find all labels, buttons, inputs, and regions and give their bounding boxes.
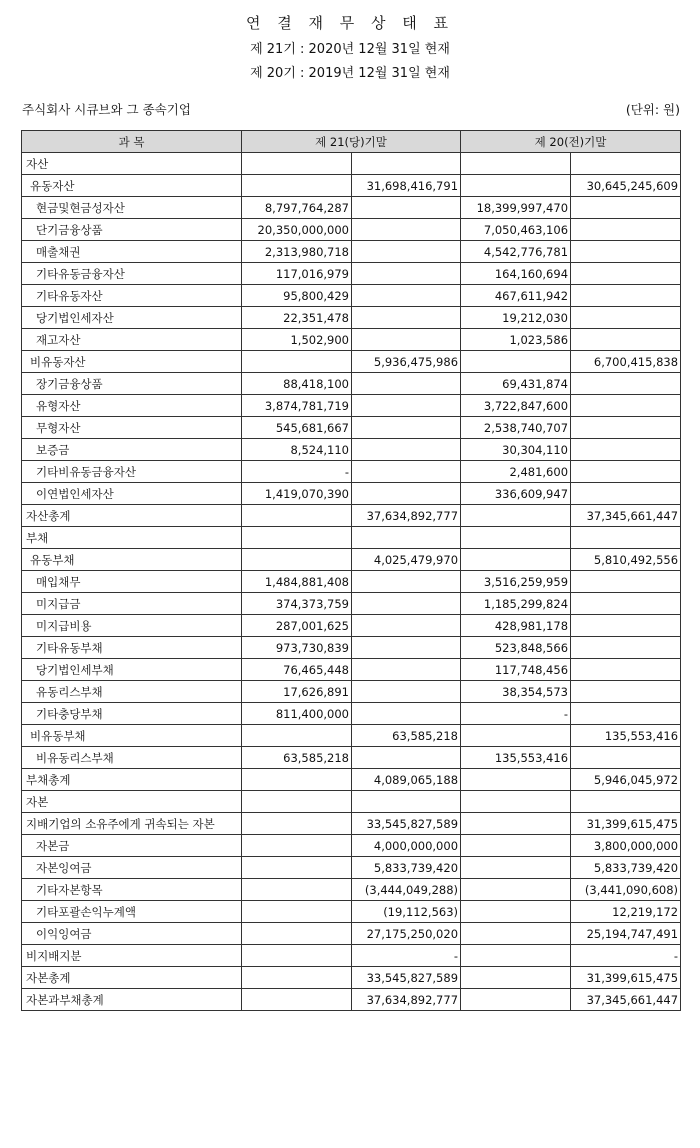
current-detail-cell: 2,313,980,718 [242,241,352,263]
account-name-cell: 기타자본항목 [22,879,242,901]
account-name-cell: 당기법인세자산 [22,307,242,329]
prior-detail-cell: 2,538,740,707 [461,417,571,439]
current-total-cell [352,703,461,725]
table-row [22,615,681,637]
prior-total-cell [571,439,681,461]
prior-detail-cell [461,351,571,373]
prior-total-cell: 5,810,492,556 [571,549,681,571]
prior-detail-cell: 69,431,874 [461,373,571,395]
current-total-cell: 5,833,739,420 [352,857,461,879]
prior-detail-cell: 19,212,030 [461,307,571,329]
prior-total-cell [571,373,681,395]
current-period-label: 제 21기 : 2020년 12월 31일 현재 [250,42,450,57]
current-detail-cell: 973,730,839 [242,637,352,659]
current-detail-cell: 287,001,625 [242,615,352,637]
table-row [22,285,681,307]
prior-detail-cell: 135,553,416 [461,747,571,769]
current-total-cell [352,219,461,241]
current-total-cell [352,263,461,285]
prior-total-cell: 3,800,000,000 [571,835,681,857]
table-row [22,505,681,527]
current-total-cell: 37,634,892,777 [352,989,461,1011]
account-name-cell: 기타유동금융자산 [22,263,242,285]
current-total-cell [352,659,461,681]
account-name-cell: 부채 [22,527,242,549]
account-name-cell: 무형자산 [22,417,242,439]
account-name-cell: 자본잉여금 [22,857,242,879]
prior-detail-cell [461,901,571,923]
current-total-cell [352,241,461,263]
current-detail-cell [242,879,352,901]
prior-total-cell [571,703,681,725]
prior-total-cell [571,747,681,769]
table-row [22,549,681,571]
account-name-cell: 자본과부채총계 [22,989,242,1011]
table-row [22,989,681,1011]
table-row [22,153,681,175]
current-total-cell: 5,936,475,986 [352,351,461,373]
table-header-row [22,131,681,153]
prior-total-cell: 31,399,615,475 [571,967,681,989]
current-total-cell: 4,089,065,188 [352,769,461,791]
table-row [22,439,681,461]
prior-detail-cell: 38,354,573 [461,681,571,703]
prior-total-cell [571,571,681,593]
current-detail-cell: 95,800,429 [242,285,352,307]
prior-total-cell [571,329,681,351]
current-total-cell [352,681,461,703]
account-name-cell: 자본 [22,791,242,813]
current-total-cell: 4,025,479,970 [352,549,461,571]
table-row [22,791,681,813]
unit-label: (단위: 원) [625,102,680,117]
prior-total-cell [571,197,681,219]
table-row [22,571,681,593]
account-name-cell: 이연법인세자산 [22,483,242,505]
prior-total-cell: 5,946,045,972 [571,769,681,791]
account-name-cell: 유동자산 [22,175,242,197]
current-total-cell [352,417,461,439]
current-total-cell [352,791,461,813]
current-detail-cell: 17,626,891 [242,681,352,703]
table-row [22,483,681,505]
current-detail-cell [242,549,352,571]
table-row [22,417,681,439]
account-name-cell: 유형자산 [22,395,242,417]
current-detail-cell [242,857,352,879]
prior-detail-cell [461,879,571,901]
prior-total-cell [571,285,681,307]
account-name-cell: 비지배지분 [22,945,242,967]
account-name-cell: 지배기업의 소유주에게 귀속되는 자본 [22,813,242,835]
table-row [22,637,681,659]
prior-detail-cell [461,857,571,879]
account-name-cell: 매출채권 [22,241,242,263]
prior-detail-cell [461,813,571,835]
prior-detail-cell [461,791,571,813]
prior-period-label: 제 20기 : 2019년 12월 31일 현재 [250,66,450,81]
table-row [22,197,681,219]
account-name-cell: 단기금융상품 [22,219,242,241]
prior-detail-cell: 3,722,847,600 [461,395,571,417]
current-period-column-header: 제 21(당)기말 [242,131,461,153]
account-name-cell: 당기법인세부채 [22,659,242,681]
table-row [22,307,681,329]
table-row [22,923,681,945]
current-total-cell [352,461,461,483]
account-name-cell: 이익잉여금 [22,923,242,945]
table-row [22,835,681,857]
table-row [22,329,681,351]
current-total-cell [352,593,461,615]
prior-total-cell [571,659,681,681]
table-body [22,153,681,1011]
account-name-cell: 기타비유동금융자산 [22,461,242,483]
current-total-cell: 27,175,250,020 [352,923,461,945]
current-detail-cell: 1,484,881,408 [242,571,352,593]
account-name-cell: 미지급금 [22,593,242,615]
prior-total-cell: 12,219,172 [571,901,681,923]
account-name-cell: 기타유동자산 [22,285,242,307]
table-row [22,747,681,769]
account-name-cell: 자산 [22,153,242,175]
current-total-cell [352,153,461,175]
table-row [22,879,681,901]
account-name-cell: 미지급비용 [22,615,242,637]
prior-total-cell: 5,833,739,420 [571,857,681,879]
prior-total-cell: 6,700,415,838 [571,351,681,373]
prior-total-cell: 37,345,661,447 [571,505,681,527]
current-total-cell [352,307,461,329]
current-total-cell: (19,112,563) [352,901,461,923]
account-name-cell: 자산총계 [22,505,242,527]
current-detail-cell: 117,016,979 [242,263,352,285]
current-detail-cell [242,505,352,527]
table-row [22,857,681,879]
statement-title: 연 결 재 무 상 태 표 [245,14,455,32]
current-detail-cell: 88,418,100 [242,373,352,395]
current-total-cell: 37,634,892,777 [352,505,461,527]
prior-total-cell [571,461,681,483]
account-name-cell: 자본총계 [22,967,242,989]
prior-detail-cell: 1,023,586 [461,329,571,351]
prior-total-cell [571,637,681,659]
current-detail-cell [242,989,352,1011]
prior-detail-cell: 336,609,947 [461,483,571,505]
current-detail-cell: 22,351,478 [242,307,352,329]
prior-total-cell [571,681,681,703]
current-detail-cell: 3,874,781,719 [242,395,352,417]
prior-total-cell: - [571,945,681,967]
current-detail-cell [242,769,352,791]
current-total-cell: 33,545,827,589 [352,813,461,835]
prior-total-cell [571,263,681,285]
prior-detail-cell [461,769,571,791]
prior-detail-cell: 428,981,178 [461,615,571,637]
account-name-cell: 부채총계 [22,769,242,791]
account-name-cell: 유동리스부채 [22,681,242,703]
prior-detail-cell: 7,050,463,106 [461,219,571,241]
account-name-cell: 현금및현금성자산 [22,197,242,219]
table-row [22,593,681,615]
current-detail-cell [242,153,352,175]
prior-detail-cell: 2,481,600 [461,461,571,483]
current-total-cell: 33,545,827,589 [352,967,461,989]
current-detail-cell [242,175,352,197]
prior-detail-cell: 4,542,776,781 [461,241,571,263]
current-total-cell [352,571,461,593]
current-detail-cell: 76,465,448 [242,659,352,681]
current-detail-cell [242,945,352,967]
table-row [22,175,681,197]
current-total-cell [352,197,461,219]
current-detail-cell: 374,373,759 [242,593,352,615]
balance-sheet-table [21,130,681,1011]
table-row [22,967,681,989]
prior-detail-cell: - [461,703,571,725]
prior-total-cell [571,307,681,329]
current-detail-cell [242,791,352,813]
prior-total-cell [571,417,681,439]
prior-total-cell [571,219,681,241]
prior-detail-cell: 164,160,694 [461,263,571,285]
current-detail-cell [242,967,352,989]
prior-total-cell: 25,194,747,491 [571,923,681,945]
account-name-cell: 보증금 [22,439,242,461]
prior-detail-cell: 30,304,110 [461,439,571,461]
prior-total-cell [571,483,681,505]
table-row [22,681,681,703]
account-name-cell: 비유동자산 [22,351,242,373]
prior-detail-cell: 18,399,997,470 [461,197,571,219]
prior-total-cell [571,153,681,175]
current-detail-cell: 1,419,070,390 [242,483,352,505]
table-row [22,241,681,263]
table-row [22,263,681,285]
current-detail-cell: 63,585,218 [242,747,352,769]
account-name-cell: 비유동리스부채 [22,747,242,769]
table-row [22,395,681,417]
prior-total-cell [571,241,681,263]
current-total-cell [352,527,461,549]
current-total-cell [352,747,461,769]
statement-header [0,12,700,88]
current-total-cell [352,373,461,395]
prior-detail-cell [461,967,571,989]
table-row [22,769,681,791]
table-row [22,659,681,681]
prior-total-cell [571,791,681,813]
table-row [22,901,681,923]
prior-total-cell [571,395,681,417]
prior-total-cell: (3,441,090,608) [571,879,681,901]
prior-total-cell: 31,399,615,475 [571,813,681,835]
prior-detail-cell [461,527,571,549]
prior-detail-cell [461,945,571,967]
prior-detail-cell: 3,516,259,959 [461,571,571,593]
table-row [22,725,681,747]
prior-detail-cell [461,153,571,175]
prior-detail-cell [461,725,571,747]
prior-detail-cell: 1,185,299,824 [461,593,571,615]
prior-total-cell [571,615,681,637]
current-total-cell: - [352,945,461,967]
prior-total-cell [571,527,681,549]
current-total-cell [352,439,461,461]
current-total-cell: 31,698,416,791 [352,175,461,197]
account-name-cell: 기타유동부채 [22,637,242,659]
current-detail-cell [242,527,352,549]
table-row [22,945,681,967]
current-detail-cell: 20,350,000,000 [242,219,352,241]
prior-detail-cell: 467,611,942 [461,285,571,307]
current-total-cell [352,285,461,307]
current-detail-cell: 1,502,900 [242,329,352,351]
prior-detail-cell: 523,848,566 [461,637,571,659]
current-detail-cell: 545,681,667 [242,417,352,439]
account-name-cell: 자본금 [22,835,242,857]
table-row [22,703,681,725]
company-name: 주식회사 시큐브와 그 종속기업 [22,102,191,117]
table-row [22,461,681,483]
table-row [22,219,681,241]
current-detail-cell [242,813,352,835]
table-row [22,527,681,549]
current-detail-cell [242,725,352,747]
prior-total-cell: 135,553,416 [571,725,681,747]
current-total-cell: 63,585,218 [352,725,461,747]
current-detail-cell: 8,797,764,287 [242,197,352,219]
current-total-cell [352,637,461,659]
account-name-cell: 장기금융상품 [22,373,242,395]
prior-total-cell [571,593,681,615]
account-name-cell: 기타포괄손익누계액 [22,901,242,923]
current-detail-cell [242,835,352,857]
current-total-cell: 4,000,000,000 [352,835,461,857]
current-detail-cell [242,901,352,923]
table-row [22,373,681,395]
prior-detail-cell [461,835,571,857]
account-name-cell: 매입채무 [22,571,242,593]
current-total-cell [352,483,461,505]
prior-period-column-header: 제 20(전)기말 [461,131,681,153]
account-column-header: 과 목 [22,131,242,153]
current-total-cell: (3,444,049,288) [352,879,461,901]
prior-detail-cell [461,989,571,1011]
company-line [22,100,680,120]
current-total-cell [352,329,461,351]
current-detail-cell: - [242,461,352,483]
prior-detail-cell [461,175,571,197]
account-name-cell: 재고자산 [22,329,242,351]
current-detail-cell [242,351,352,373]
prior-detail-cell [461,549,571,571]
prior-detail-cell: 117,748,456 [461,659,571,681]
current-total-cell [352,395,461,417]
account-name-cell: 유동부채 [22,549,242,571]
prior-total-cell: 37,345,661,447 [571,989,681,1011]
prior-total-cell: 30,645,245,609 [571,175,681,197]
account-name-cell: 기타충당부채 [22,703,242,725]
table-row [22,351,681,373]
table-row [22,813,681,835]
prior-detail-cell [461,505,571,527]
current-detail-cell: 811,400,000 [242,703,352,725]
account-name-cell: 비유동부채 [22,725,242,747]
current-detail-cell [242,923,352,945]
current-total-cell [352,615,461,637]
current-detail-cell: 8,524,110 [242,439,352,461]
prior-detail-cell [461,923,571,945]
